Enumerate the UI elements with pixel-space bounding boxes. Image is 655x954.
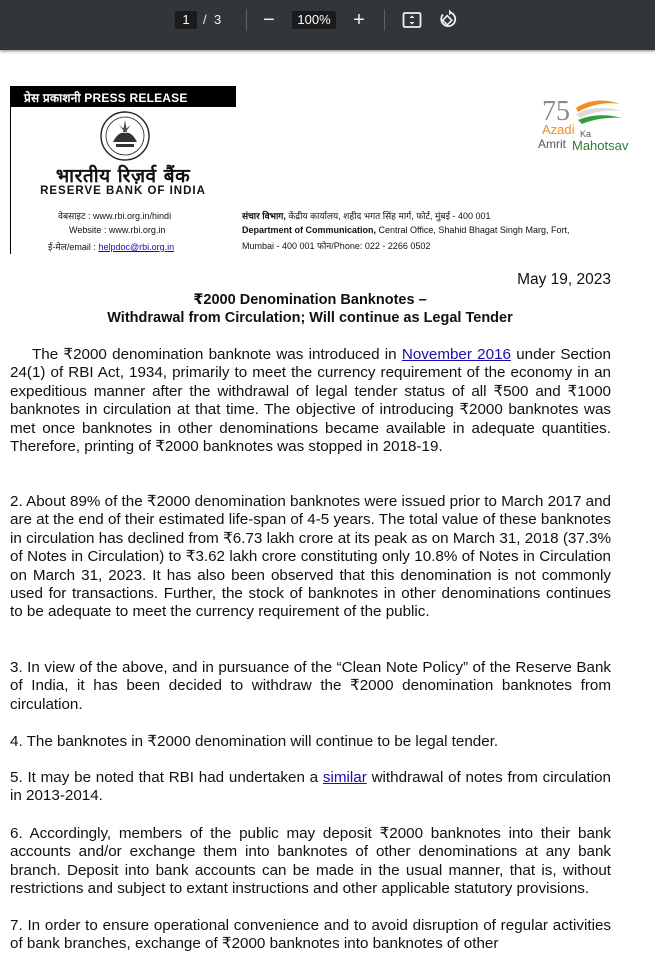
november-2016-link[interactable]: November 2016: [401, 346, 511, 363]
paragraph-5: 5. It may be noted that RBI had undertaken a similar withdrawal of notes from circulation in 2013-2014.: [10, 769, 612, 805]
azadi-ka-amrit-mahotsav-logo: [536, 92, 646, 162]
fit-page-icon[interactable]: [400, 8, 424, 32]
press-release-label: प्रेस प्रकाशनी PRESS RELEASE: [24, 91, 188, 105]
toolbar-divider: [384, 9, 385, 31]
bank-name-english: RESERVE BANK OF INDIA: [40, 185, 206, 197]
rbi-seal-icon: [99, 110, 151, 162]
email-link[interactable]: helpdoc@rbi.org.in: [98, 242, 175, 252]
zoom-level-input[interactable]: 100%: [292, 11, 336, 29]
address-phone: Mumbai - 400 001 फोन/Phone: 022 - 2266 0502: [242, 241, 431, 251]
page-separator: /: [203, 12, 207, 27]
zoom-out-button[interactable]: −: [263, 9, 275, 31]
paragraph-2: 2. About 89% of the ₹2000 denomination banknotes were issued prior to March 2017 and are at the end of their estimated life-span of 4-5 years. The total value of these banknotes in circulation has declined from ₹6.73 lakh crore at its peak as on March 31, 2018 (37.3% of Notes in Circulation) to ₹3.62 lakh crore constituting only 10.8% of Notes in Circulation on March 31, 2023. It has also been observed that this denomination is not commonly used for transactions. Further, the stock of banknotes in other denominations continues to be adequate to meet the currency requirement of the public.: [10, 493, 611, 621]
paragraph-3: 3. In view of the above, and in pursuance of the “Clean Note Policy” of the Reserve Bank of India, it has been decided to withdraw the ₹2000 denomination banknotes from circulation.: [10, 659, 611, 713]
bank-name-hindi: भारतीय रिज़र्व बैंक: [55, 165, 191, 187]
address-hindi: संचार विभाग, केंद्रीय कार्यालय, शहीद भगत सिंह मार्ग, फोर्ट, मुंबई - 400 001: [242, 211, 491, 221]
toolbar-divider: [246, 9, 247, 31]
logo-word-ka: Ka: [580, 129, 592, 139]
paragraph-1: The ₹2000 denomination banknote was introduced in November 2016 under Section 24(1) of RBI Act, 1934, primarily to meet the currency requirement of the economy in an expeditious manner after the withdrawal of legal tender status of all ₹500 and ₹1000 banknotes in circulation at that time. The objective of introducing ₹2000 banknotes was met once banknotes in other denominations became available in adequate quantities. Therefore, printing of ₹2000 banknotes was stopped in 2018-19.: [10, 346, 611, 456]
similar-link[interactable]: similar: [322, 769, 367, 786]
website-english: Website : www.rbi.org.in: [69, 225, 166, 235]
paragraph-7: 7. In order to ensure operational convenience and to avoid disruption of regular activities of bank branches, exchange of ₹2000 banknotes into banknotes of other: [10, 917, 611, 953]
email-contact: ई-मेल/email : helpdoc@rbi.org.in: [48, 242, 175, 252]
logo-word-azadi: Azadi: [542, 122, 575, 137]
website-hindi: वेबसाइट : www.rbi.org.in/hindi: [58, 211, 172, 221]
title-line-1: ₹2000 Denomination Banknotes –: [193, 292, 427, 308]
page-number-input[interactable]: 1: [175, 11, 197, 29]
title-line-2: Withdrawal from Circulation; Will continue as Legal Tender: [107, 310, 513, 326]
logo-word-amrit: Amrit: [538, 137, 566, 151]
paragraph-6: 6. Accordingly, members of the public may deposit ₹2000 banknotes into their bank accounts and/or exchange them into banknotes of other denominations at any bank branch. Deposit into bank accounts can be made in the usual manner, that is, without restrictions and subject to extant instructions and other applicable statutory provisions.: [10, 825, 611, 898]
logo-number: 75: [542, 96, 570, 127]
zoom-in-button[interactable]: +: [353, 9, 365, 31]
rotate-icon[interactable]: [436, 8, 460, 32]
paragraph-4: 4. The banknotes in ₹2000 denomination will continue to be legal tender.: [10, 733, 499, 750]
release-date: May 19, 2023: [517, 271, 611, 288]
pdf-toolbar: [0, 0, 655, 50]
address-english: Department of Communication, Central Office, Shahid Bhagat Singh Marg, Fort,: [242, 225, 570, 235]
logo-word-mahotsav: Mahotsav: [572, 138, 629, 153]
total-pages: 3: [214, 12, 222, 27]
